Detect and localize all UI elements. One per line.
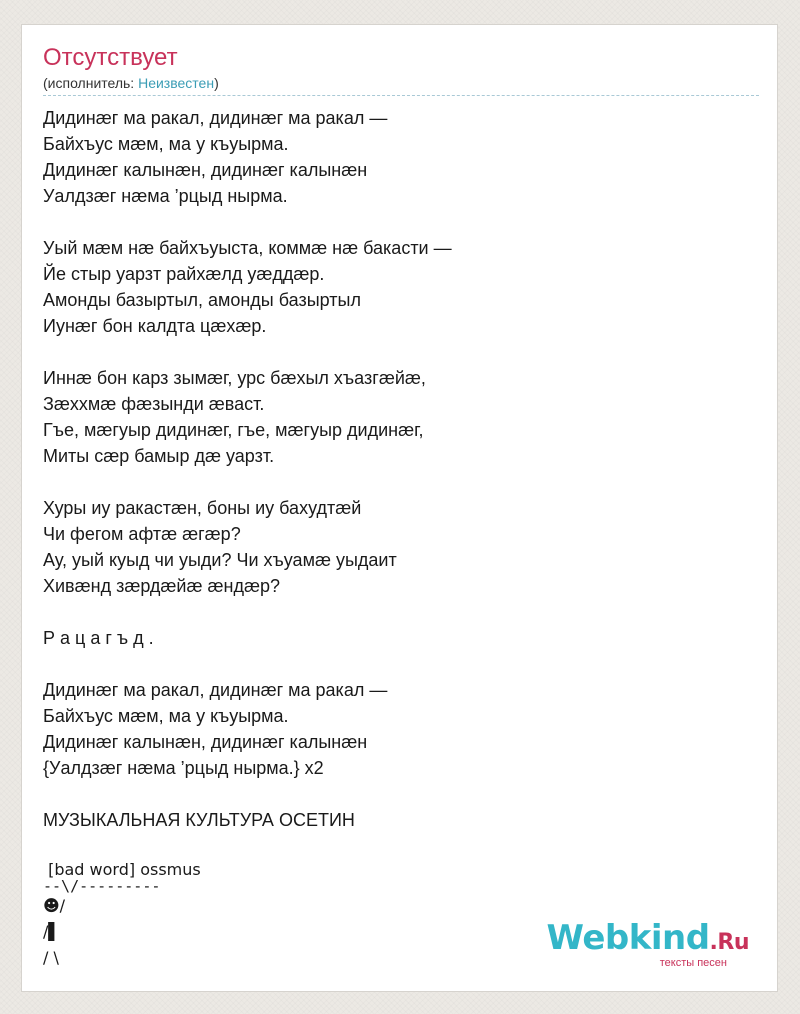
- stanza-break: [43, 339, 759, 365]
- art-line-body: /▌: [43, 922, 61, 941]
- lyric-line: Дидинæг ма ракал, дидинæг ма ракал —: [43, 680, 388, 700]
- lyric-line: Иунæг бон калдта цæхæр.: [43, 316, 267, 336]
- lyrics-text: [43, 105, 759, 833]
- artist-prefix: (исполнитель:: [43, 75, 139, 91]
- lyric-line: Миты сæр бамыр дæ уарзт.: [43, 446, 275, 466]
- stanza-break: [43, 209, 759, 235]
- stanza-break: [43, 651, 759, 677]
- art-line-dash: --\/---------: [43, 877, 161, 895]
- lyric-line: Уый мæм нæ байхъуыста, коммæ нæ бакасти —: [43, 238, 452, 258]
- lyric-line: Уалдзæг нæма ’рцыд нырма.: [43, 186, 288, 206]
- ascii-art: [43, 857, 201, 971]
- lyric-line: Дидинæг ма ракал, дидинæг ма ракал —: [43, 108, 388, 128]
- stanza-break: [43, 469, 759, 495]
- lyric-line: Хивæнд зæрдæйæ æндæр?: [43, 576, 280, 596]
- lyric-line: Йе стыр уарзт райхæлд уæддæр.: [43, 264, 325, 284]
- song-title: Отсутствует: [43, 44, 178, 71]
- lyric-line: Хуры иу ракастæн, боны иу бахудтæй: [43, 498, 362, 518]
- art-line-legs: / \: [43, 948, 59, 967]
- lyric-line: Чи фегом афтæ æгæр?: [43, 524, 241, 544]
- lyric-line: Байхъус мæм, ма у къуырма.: [43, 134, 289, 154]
- artist-suffix: ): [214, 75, 219, 91]
- lyrics-card: [21, 24, 778, 992]
- logo-tld: .Ru: [709, 930, 749, 955]
- art-line-tag: [bad word] ossmus: [43, 860, 201, 879]
- lyric-line: Гъе, мæгуыр дидинæг, гъе, мæгуыр дидинæг,: [43, 420, 424, 440]
- artist-link[interactable]: Неизвестен: [138, 75, 215, 91]
- lyric-line: Дидинæг калынæн, дидинæг калынæн: [43, 732, 368, 752]
- lyric-line: Иннæ бон карз зымæг, урс бæхыл хъазгæйæ,: [43, 368, 426, 388]
- lyric-line: Ау, уый куыд чи уыди? Чи хъуамæ уыдаит: [43, 550, 397, 570]
- site-logo[interactable]: [546, 918, 749, 969]
- lyric-line: Р а ц а г ъ д .: [43, 628, 154, 648]
- lyric-line: МУЗЫКАЛЬНАЯ КУЛЬТУРА ОСЕТИН: [43, 810, 355, 830]
- title-divider: [43, 95, 759, 96]
- stanza-break: [43, 781, 759, 807]
- logo-tagline: тексты песен: [659, 957, 727, 969]
- lyric-line: Амонды базыртыл, амонды базыртыл: [43, 290, 361, 310]
- lyric-line: Зæххмæ фæзынди æваст.: [43, 394, 265, 414]
- lyric-line: {Уалдзæг нæма ’рцыд нырма.} х2: [43, 758, 324, 778]
- stanza-break: [43, 599, 759, 625]
- lyric-line: Дидинæг калынæн, дидинæг калынæн: [43, 160, 368, 180]
- lyric-line: Байхъус мæм, ма у къуырма.: [43, 706, 289, 726]
- artist-line: [43, 74, 219, 92]
- art-line-head: ☻/: [43, 896, 66, 915]
- logo-wordmark: Webkind: [546, 918, 710, 958]
